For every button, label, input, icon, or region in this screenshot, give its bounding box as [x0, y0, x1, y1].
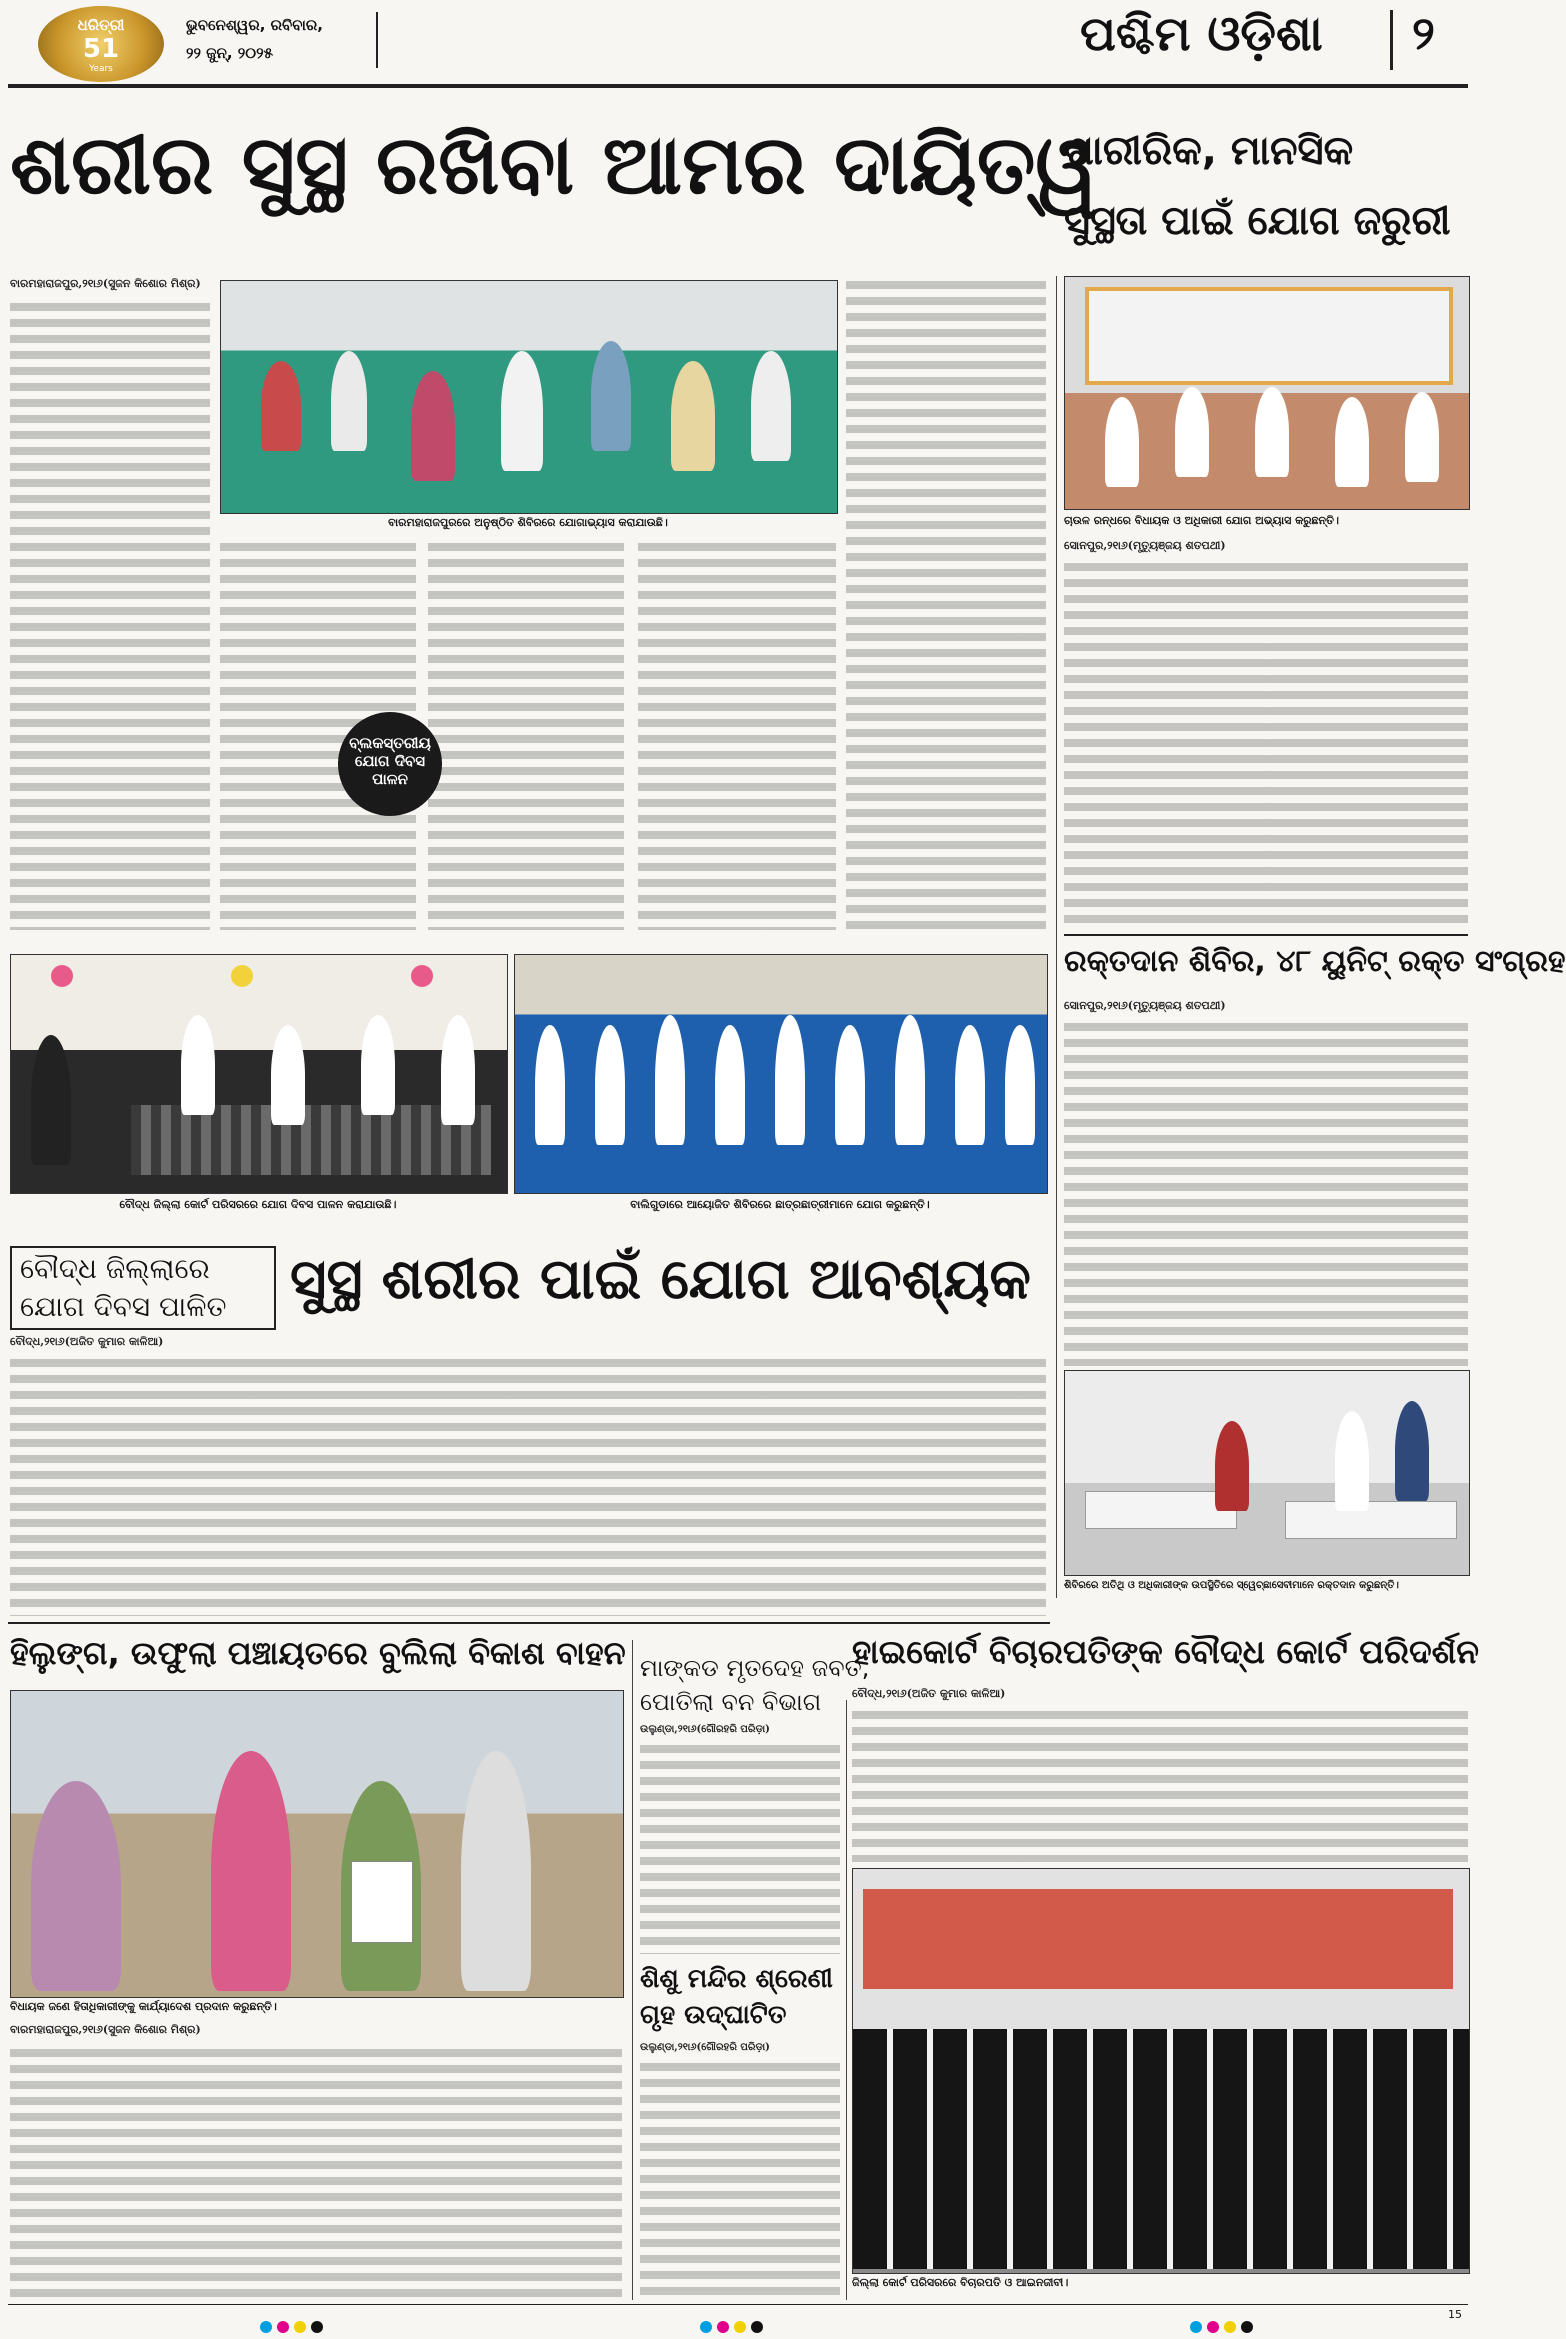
vikas-headline: ହିଲୁଙ୍ଗ, ଉଫୁଲା ପଞ୍ଚାୟତରେ ବୁଲିଲା ବିକାଶ ବାହନ: [10, 1634, 626, 1672]
court-caption: ଜିଲ୍ଲା କୋର୍ଟ ପରିସରରେ ବିଚାରପତି ଓ ଆଇନଜୀବୀ।: [852, 2276, 1069, 2289]
masthead-divider: [376, 12, 378, 68]
section-title: ପଶ୍ଚିମ ଓଡ଼ିଶା: [1080, 6, 1323, 62]
badge-line-2: ଯୋଗ ଦିବସ: [354, 752, 426, 770]
masthead-rule: [8, 84, 1468, 88]
lead-photo: [220, 280, 838, 514]
folio: 15: [1448, 2308, 1462, 2321]
shishu-headline-2: ଗୃହ ଉଦ୍‌ଘାଟିତ: [640, 2000, 787, 2030]
boudh-dateline: ବୌଦ୍ଧ,୨୧ା୬(ଅଜିତ କୁମାର କାଳିଆ): [10, 1335, 164, 1348]
blood-text: [1064, 1018, 1468, 1366]
boudh-kicker: [10, 1246, 276, 1330]
vikas-text: [10, 2044, 622, 2302]
court-yoga-photo: [10, 954, 508, 1194]
blood-headline: ରକ୍ତଦାନ ଶିବିର, ୪୮ ୟୁନିଟ୍ ରକ୍ତ ସଂଗ୍ରହ: [1064, 944, 1566, 979]
court-text: [852, 1706, 1468, 1862]
lead-text-col1: [10, 298, 210, 930]
block-yoga-badge: [338, 712, 442, 816]
masthead-date: ୨୨ ଜୁନ୍, ୨୦୨୫: [186, 44, 273, 62]
logo-number: 51: [82, 34, 120, 64]
forest-headline-2: ପୋତିଲା ବନ ବିଭାଗ: [640, 1688, 822, 1716]
boudh-headline: ସୁସ୍ଥ ଶରୀର ପାଇଁ ଯୋଗ ଆବଶ୍ୟକ: [290, 1247, 1031, 1312]
lead-text-col5: [846, 276, 1046, 930]
forest-headline-1: ମାଙ୍କଡ ମୃତଦେହ ଜବତ,: [640, 1654, 870, 1682]
blood-caption: ଶିବିରରେ ଅତିଥି ଓ ଅଧିକାରୀଙ୍କ ଉପସ୍ଥିତିରେ ସ୍ୱେଚ୍ଛାସେବୀମାନେ ରକ୍ତଦାନ କରୁଛନ୍ତି।: [1064, 1580, 1399, 1591]
sambalpur-photo: [1064, 276, 1470, 510]
forest-dateline: ଉଲୁଣ୍ଡା,୨୧ା୬(ଗୌରହରି ପରିଡ଼ା): [640, 1724, 770, 1735]
badge-line-1: ବ୍ଲକସ୍ତରୀୟ: [349, 734, 431, 752]
sambalpur-text: [1064, 558, 1468, 930]
registration-marks-right: [1190, 2318, 1286, 2332]
masthead-place: ଭୁବନେଶ୍ୱର, ରବିବାର,: [186, 16, 323, 34]
logo-text: ଧରିତ୍ରୀ: [77, 16, 125, 34]
blood-dateline: ସୋନପୁର,୨୧ା୬(ମୃତ୍ୟୁଞ୍ଜୟ ଶତପଥୀ): [1064, 999, 1226, 1012]
lead-text-col3: [428, 538, 624, 930]
badge-line-3: ପାଳନ: [372, 770, 408, 788]
court-dateline: ବୌଦ୍ଧ,୨୧ା୬(ଅଜିତ କୁମାର କାଳିଆ): [852, 1687, 1006, 1700]
lead-dateline: ବାରମହାରାଜପୁର,୨୧ା୬(ସୁଜନ କିଶୋର ମିଶ୍ର): [10, 277, 201, 290]
boudh-kicker-1: ବୌଦ୍ଧ ଜିଲ୍ଲାରେ: [20, 1252, 210, 1285]
sambalpur-headline-2: ସୁସ୍ଥତା ପାଇଁ ଯୋଗ ଜରୁରୀ: [1064, 198, 1451, 244]
court-yoga-caption: ବୌଦ୍ଧ ଜିଲ୍ଲା କୋର୍ଟ ପରିସରରେ ଯୋଗ ଦିବସ ପାଳନ କରାଯାଉଛି।: [119, 1198, 397, 1211]
blood-top-rule: [1064, 934, 1468, 936]
court-headline: ହାଇକୋର୍ଟ ବିଚାରପତିଙ୍କ ବୌଦ୍ଧ କୋର୍ଟ ପରିଦର୍ଶନ: [852, 1632, 1479, 1671]
shishu-text: [640, 2058, 840, 2302]
shishu-headline-1: ଶିଶୁ ମନ୍ଦିର ଶ୍ରେଣୀ: [640, 1964, 833, 1994]
blood-photo: [1064, 1370, 1470, 1576]
forest-text: [640, 1740, 840, 1954]
sambalpur-headline-1: ଶାରୀରିକ, ମାନସିକ: [1064, 128, 1354, 174]
footer-rule: [8, 2304, 1468, 2305]
lead-text-col4: [638, 538, 836, 930]
sambalpur-caption: ଚାଉଳ ରନ୍ଧରେ ବିଧାୟକ ଓ ଅଧିକାରୀ ଯୋଗ ଅଭ୍ୟାସ କରୁଛନ୍ତି।: [1064, 514, 1339, 527]
lead-photo-caption: ବାରମହାରାଜପୁରରେ ଅନୁଷ୍ଠିତ ଶିବିରରେ ଯୋଗାଭ୍ୟାସ କରାଯାଉଛି।: [388, 516, 668, 529]
logo-sub: Years: [89, 64, 113, 74]
registration-marks: [260, 2318, 356, 2332]
anniversary-logo: [38, 6, 164, 82]
vikas-caption: ବିଧାୟକ ଜଣେ ହିତାଧିକାରୀଙ୍କୁ କାର୍ଯ୍ୟାଦେଶ ପ୍ରଦାନ କରୁଛନ୍ତି।: [10, 2000, 277, 2013]
students-yoga-photo: [514, 954, 1048, 1194]
registration-marks-center: [700, 2318, 796, 2332]
lead-headline: ଶରୀର ସୁସ୍ଥ ରଖିବା ଆମର ଦାୟିତ୍ୱ: [10, 118, 1098, 213]
page-number: ୨: [1412, 6, 1435, 60]
students-yoga-caption: ବାଲିଗୁଡାରେ ଆୟୋଜିତ ଶିବିରରେ ଛାତ୍ରଛାତ୍ରୀମାନେ ଯୋଗ କରୁଛନ୍ତି।: [630, 1198, 930, 1211]
sambalpur-dateline: ସୋନପୁର,୨୧ା୬(ମୃତ୍ୟୁଞ୍ଜୟ ଶତପଥୀ): [1064, 539, 1226, 552]
boudh-text: [10, 1354, 1046, 1616]
court-photo: [852, 1868, 1470, 2274]
col-rule-3: [632, 1640, 633, 2300]
section-divider: [1390, 10, 1393, 70]
masthead: [0, 0, 1476, 86]
col-rule-1: [1056, 276, 1057, 1598]
shishu-dateline: ଉଲୁଣ୍ଡା,୨୧ା୬(ଗୌରହରି ପରିଡ଼ା): [640, 2042, 770, 2053]
col-rule-2: [846, 1700, 847, 2300]
boudh-kicker-2: ଯୋଗ ଦିବସ ପାଳିତ: [20, 1290, 227, 1323]
vikas-photo: [10, 1690, 624, 1998]
vikas-dateline: ବାରମହାରାଜପୁର,୨୧ା୬(ସୁଜନ କିଶୋର ମିଶ୍ର): [10, 2023, 201, 2036]
